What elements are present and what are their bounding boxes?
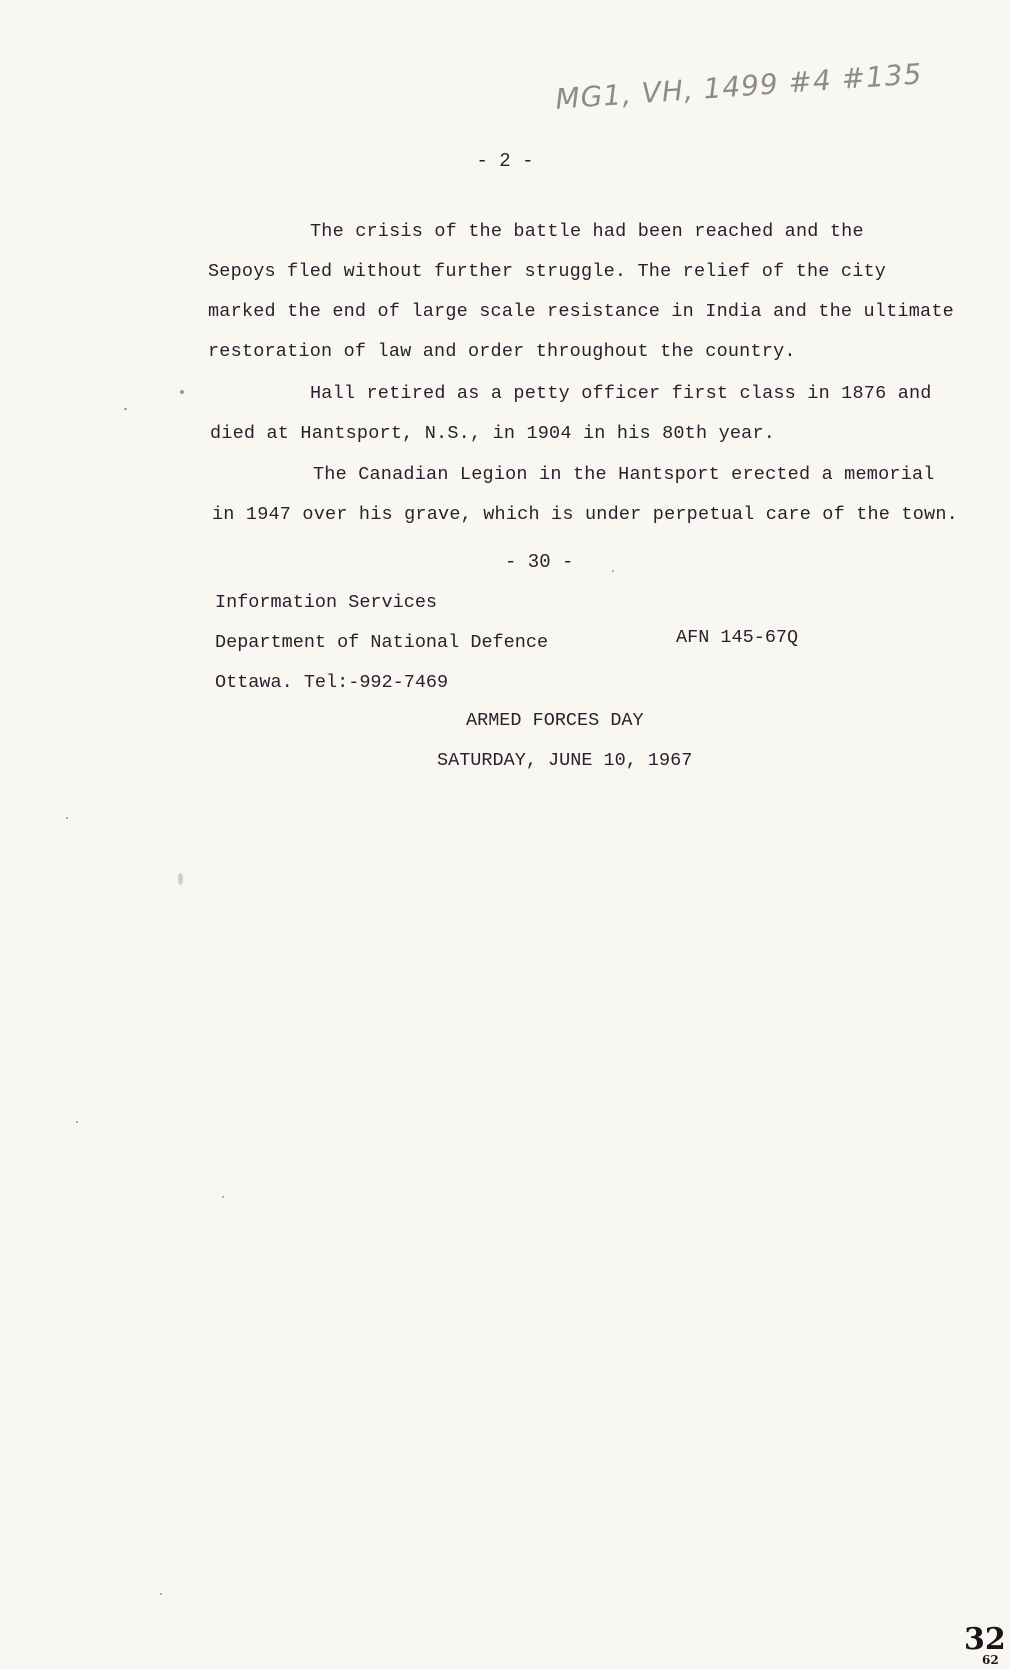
- page-annotation-sub-handwriting: 62: [982, 1653, 999, 1667]
- paper-speck: [178, 873, 183, 885]
- body-line: Sepoys fled without further struggle. The relief of the city: [208, 261, 887, 282]
- paper-speck: [160, 1593, 162, 1595]
- page-number: - 2 -: [476, 150, 534, 172]
- end-mark: - 30 -: [505, 551, 574, 573]
- archive-reference-handwriting: MG1, VH, 1499 #4 #135: [554, 57, 924, 116]
- org-line-1: Information Services: [215, 592, 438, 613]
- page-annotation-handwriting: 32: [964, 1622, 1006, 1657]
- paper-speck: [612, 570, 614, 572]
- body-line: The Canadian Legion in the Hantsport erected a memorial: [313, 464, 935, 485]
- org-line-3: Ottawa. Tel:-992-7469: [215, 672, 449, 693]
- event-date: SATURDAY, JUNE 10, 1967: [437, 750, 693, 771]
- event-title: ARMED FORCES DAY: [466, 710, 644, 731]
- org-line-2: Department of National Defence: [215, 632, 549, 653]
- body-line: restoration of law and order throughout the country.: [208, 341, 796, 362]
- body-line: died at Hantsport, N.S., in 1904 in his 80th year.: [210, 423, 776, 444]
- paper-speck: [66, 817, 68, 819]
- paper-speck: [76, 1121, 78, 1123]
- paper-speck: [180, 390, 184, 394]
- body-line: The crisis of the battle had been reached and the: [310, 221, 864, 242]
- paper-speck: [222, 1196, 224, 1198]
- body-line: Hall retired as a petty officer first class in 1876 and: [310, 383, 932, 404]
- body-line: marked the end of large scale resistance in India and the ultimate: [208, 301, 954, 322]
- release-code: AFN 145-67Q: [676, 627, 799, 648]
- body-line: in 1947 over his grave, which is under perpetual care of the town.: [212, 504, 958, 525]
- paper-speck: [124, 408, 127, 410]
